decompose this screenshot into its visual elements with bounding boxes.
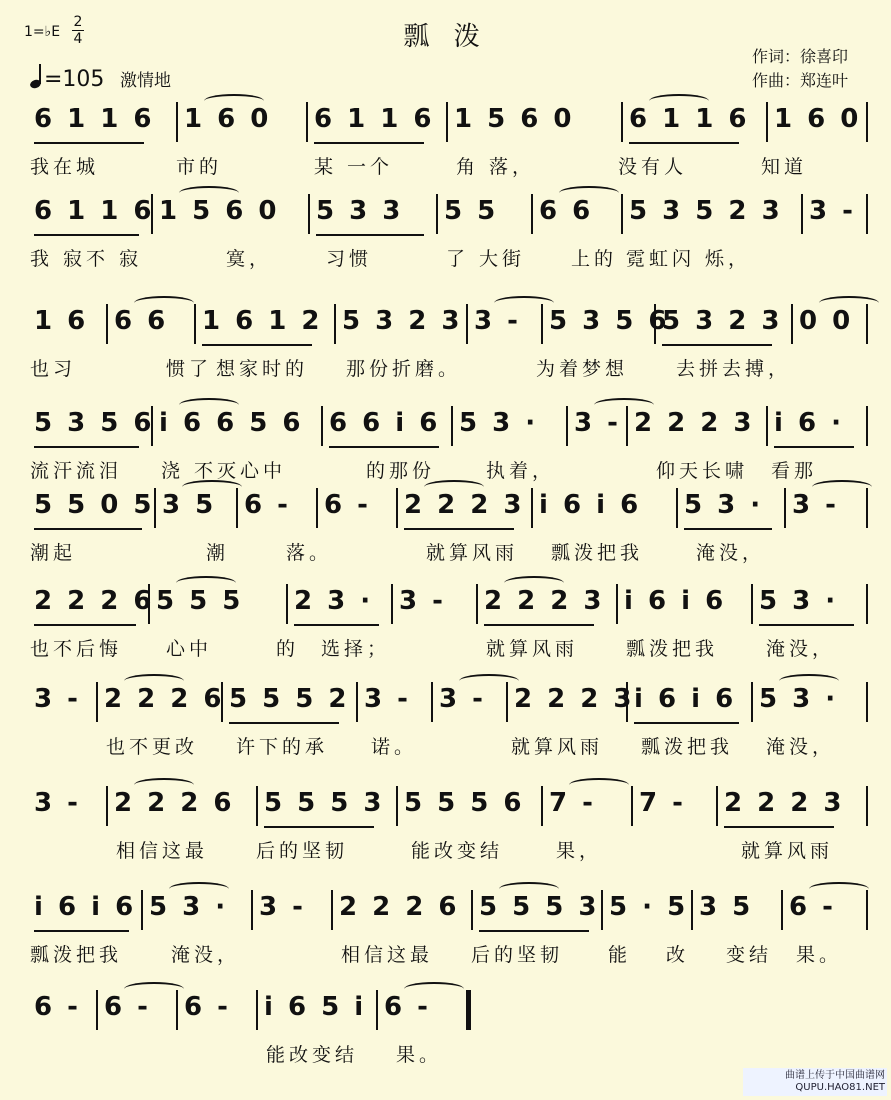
measure-notes: 3 - xyxy=(574,408,621,438)
tempo-marking xyxy=(30,64,104,92)
lyric-text: 那份折磨。 xyxy=(346,358,462,380)
barline xyxy=(306,102,308,142)
barline xyxy=(716,786,718,826)
lyric-text: 看那 xyxy=(771,460,818,482)
lyric-text: 果， xyxy=(556,840,603,862)
lyric-text: 落。 xyxy=(286,542,333,564)
measure-notes: 1 6 xyxy=(34,306,89,336)
barline xyxy=(691,890,693,930)
measure-notes: 5 3 2 3 xyxy=(342,306,463,336)
slur-arc xyxy=(124,674,184,688)
lyric-text: 没有人 xyxy=(618,156,688,178)
barline xyxy=(286,584,288,624)
measure-notes: i 6 6 5 6 xyxy=(159,408,304,438)
notation-line xyxy=(26,784,866,828)
measure-notes: 5 5 5 3 xyxy=(264,788,385,818)
measure-notes: 3 - xyxy=(259,892,306,922)
measure-notes: 7 - xyxy=(549,788,596,818)
barline xyxy=(531,488,533,528)
lyric-text: 瓢泼把我 xyxy=(641,736,734,758)
lyric-text: 惯了 xyxy=(166,358,213,380)
measure-notes: 2 2 2 6 xyxy=(104,684,225,714)
slur-arc xyxy=(809,882,869,896)
time-signature xyxy=(72,14,84,47)
lyric-text: 市的 xyxy=(176,156,223,178)
slur-arc xyxy=(494,296,554,310)
notation-line xyxy=(26,680,866,724)
measure-notes: 6 - xyxy=(789,892,836,922)
barline xyxy=(801,194,803,234)
barline xyxy=(751,682,753,722)
beam-underline xyxy=(662,344,772,346)
measure-notes: 6 - xyxy=(184,992,231,1022)
measure-notes: 6 1 1 6 xyxy=(314,104,435,134)
barline xyxy=(176,990,178,1030)
barline xyxy=(781,890,783,930)
barline xyxy=(391,584,393,624)
lyric-text: 想家时的 xyxy=(216,358,309,380)
measure-notes: 5 · 5 xyxy=(609,892,689,922)
lyric-text: 的那份 xyxy=(366,460,436,482)
barline xyxy=(866,786,868,826)
lyric-text: 能 xyxy=(608,944,632,966)
beam-underline xyxy=(34,528,142,530)
barline xyxy=(566,406,568,446)
barline xyxy=(396,488,398,528)
lyric-text: 瓢泼把我 xyxy=(30,944,123,966)
beam-underline xyxy=(264,826,374,828)
measure-notes: 2 2 2 6 xyxy=(34,586,155,616)
lyric-text: 相信这最 xyxy=(341,944,434,966)
lyric-text: 心中 xyxy=(166,638,213,660)
measure-notes: 5 3 · xyxy=(459,408,539,438)
lyric-text: 就算风雨 xyxy=(486,638,579,660)
slur-arc xyxy=(559,186,619,200)
barline xyxy=(96,990,98,1030)
measure-notes: 2 2 2 3 xyxy=(484,586,605,616)
measure-notes: 1 5 6 0 xyxy=(159,196,280,226)
lyric-text: 瓢泼把我 xyxy=(626,638,719,660)
barline xyxy=(676,488,678,528)
barline xyxy=(866,194,868,234)
beam-underline xyxy=(634,722,739,724)
barline xyxy=(316,488,318,528)
beam-underline xyxy=(629,142,739,144)
lyric-text: 淹没， xyxy=(766,736,836,758)
measure-notes: 5 5 5 3 xyxy=(479,892,600,922)
barline xyxy=(376,990,378,1030)
lyric-text: 就算风雨 xyxy=(511,736,604,758)
barline xyxy=(631,786,633,826)
lyric-text: 某 一个 xyxy=(314,156,394,178)
barline xyxy=(866,682,868,722)
measure-notes: 0 0 xyxy=(799,306,854,336)
measure-notes: 6 - xyxy=(104,992,151,1022)
lyric-text: 变结 xyxy=(726,944,773,966)
barline xyxy=(616,584,618,624)
barline xyxy=(331,890,333,930)
measure-notes: 6 - xyxy=(34,992,81,1022)
measure-notes: 5 5 5 2 xyxy=(229,684,350,714)
beam-underline xyxy=(329,446,439,448)
measure-notes: 5 3 2 3 xyxy=(662,306,783,336)
lyric-text: 流汗流泪 xyxy=(30,460,123,482)
lyric-text: 果。 xyxy=(396,1044,443,1066)
barline xyxy=(784,488,786,528)
notation-line xyxy=(26,100,866,144)
measure-notes: 2 2 2 3 xyxy=(724,788,845,818)
barline xyxy=(471,890,473,930)
measure-notes: 5 3 5 6 xyxy=(34,408,155,438)
measure-notes: 6 - xyxy=(324,490,371,520)
barline xyxy=(106,304,108,344)
measure-notes: 5 3 5 6 xyxy=(549,306,670,336)
barline xyxy=(256,990,258,1030)
notation-line xyxy=(26,192,866,236)
lyric-text: 习惯 xyxy=(326,248,373,270)
measure-notes: 7 - xyxy=(639,788,686,818)
beam-underline xyxy=(404,528,514,530)
barline xyxy=(431,682,433,722)
barline xyxy=(866,488,868,528)
lyric-text: 角 落， xyxy=(456,156,536,178)
measure-notes: 5 3 5 2 3 xyxy=(629,196,783,226)
quarter-note-icon xyxy=(30,64,44,88)
lyric-text: 潮起 xyxy=(30,542,77,564)
lyric-text: 能改变结 xyxy=(266,1044,359,1066)
time-signature-bottom: 4 xyxy=(73,31,83,47)
barline xyxy=(621,194,623,234)
measure-notes: 6 6 i 6 xyxy=(329,408,441,438)
measure-notes: 3 - xyxy=(792,490,839,520)
barline xyxy=(334,304,336,344)
composer-credit: 作曲：郑连叶 xyxy=(752,71,849,90)
notation-line xyxy=(26,582,866,626)
barline xyxy=(194,304,196,344)
lyric-text: 也不后悔 xyxy=(30,638,123,660)
lyric-text: 改 xyxy=(666,944,690,966)
measure-notes: i 6 · xyxy=(774,408,844,438)
measure-notes: i 6 5 i xyxy=(264,992,367,1022)
measure-notes: 6 - xyxy=(244,490,291,520)
lyric-text: 也不更改 xyxy=(106,736,199,758)
lyric-text: 去拼去搏， xyxy=(676,358,792,380)
lyric-text: 能改变结 xyxy=(411,840,504,862)
watermark-line-1: 曲谱上传于中国曲谱网 xyxy=(785,1070,885,1081)
beam-underline xyxy=(316,234,424,236)
slur-arc xyxy=(404,982,464,996)
barline xyxy=(866,584,868,624)
lyric-text: 知道 xyxy=(761,156,808,178)
slur-arc xyxy=(424,480,484,494)
barline xyxy=(446,102,448,142)
barline xyxy=(626,406,628,446)
lyric-text: 仰天长啸 xyxy=(656,460,749,482)
measure-notes: 5 5 xyxy=(444,196,499,226)
beam-underline xyxy=(34,624,136,626)
lyric-text: 诺。 xyxy=(371,736,418,758)
measure-notes: 3 - xyxy=(439,684,486,714)
measure-notes: 5 3 · xyxy=(759,586,839,616)
lyric-text: 上的 xyxy=(571,248,618,270)
barline xyxy=(106,786,108,826)
barline xyxy=(96,682,98,722)
barline xyxy=(541,304,543,344)
barline xyxy=(176,102,178,142)
lyric-text: 了 大街 xyxy=(446,248,526,270)
barline xyxy=(141,890,143,930)
lyric-text: 相信这最 xyxy=(116,840,209,862)
barline xyxy=(866,406,868,446)
lyricist-credit: 作词：徐喜印 xyxy=(752,47,849,66)
beam-underline xyxy=(34,234,139,236)
measure-notes: 3 - xyxy=(809,196,856,226)
slur-arc xyxy=(812,480,872,494)
measure-notes: 2 2 2 6 xyxy=(114,788,235,818)
lyric-text: 的 xyxy=(276,638,300,660)
notation-line xyxy=(26,486,866,530)
beam-underline xyxy=(774,446,854,448)
measure-notes: 3 - xyxy=(34,788,81,818)
barline xyxy=(356,682,358,722)
beam-underline xyxy=(34,142,144,144)
barline xyxy=(866,304,868,344)
lyric-text: 果。 xyxy=(796,944,843,966)
beam-underline xyxy=(34,930,129,932)
barline xyxy=(466,304,468,344)
slur-arc xyxy=(176,576,236,590)
measure-notes: 5 3 · xyxy=(684,490,764,520)
measure-notes: i 6 i 6 xyxy=(624,586,727,616)
lyric-text: 我在城 xyxy=(30,156,100,178)
measure-notes: 2 2 2 3 xyxy=(404,490,525,520)
measure-notes: 3 5 xyxy=(162,490,217,520)
beam-underline xyxy=(759,624,854,626)
slur-arc xyxy=(499,882,559,896)
lyric-text: 瓢泼把我 xyxy=(551,542,644,564)
barline xyxy=(866,890,868,930)
measure-notes: 6 1 1 6 xyxy=(629,104,750,134)
lyric-text: 也习 xyxy=(30,358,77,380)
measure-notes: 5 5 0 5 xyxy=(34,490,155,520)
song-title: 瓢 泼 xyxy=(403,22,488,52)
beam-underline xyxy=(684,528,772,530)
slur-arc xyxy=(504,576,564,590)
key-signature: 1=♭E xyxy=(24,24,61,40)
notation-line xyxy=(26,404,866,448)
barline xyxy=(791,304,793,344)
measure-notes: 3 - xyxy=(34,684,81,714)
measure-notes: i 6 i 6 xyxy=(34,892,137,922)
barline xyxy=(541,786,543,826)
barline xyxy=(766,406,768,446)
barline xyxy=(308,194,310,234)
measure-notes: 1 6 1 2 xyxy=(202,306,323,336)
slur-arc xyxy=(819,296,879,310)
slur-arc xyxy=(182,480,242,494)
lyric-text: 后的坚韧 xyxy=(471,944,564,966)
measure-notes: 1 5 6 0 xyxy=(454,104,575,134)
beam-underline xyxy=(479,930,589,932)
barline xyxy=(436,194,438,234)
measure-notes: 6 - xyxy=(384,992,431,1022)
measure-notes: 3 - xyxy=(364,684,411,714)
slur-arc xyxy=(204,94,264,108)
slur-arc xyxy=(169,882,229,896)
slur-arc xyxy=(649,94,709,108)
lyric-text: 就算风雨 xyxy=(741,840,834,862)
measure-notes: 6 1 1 6 xyxy=(34,104,155,134)
notation-line xyxy=(26,302,866,346)
barline xyxy=(321,406,323,446)
slur-arc xyxy=(179,398,239,412)
measure-notes: 2 3 · xyxy=(294,586,374,616)
lyric-text: 淹没， xyxy=(696,542,766,564)
beam-underline xyxy=(724,826,834,828)
barline xyxy=(236,488,238,528)
lyric-text: 浇 不灭心中 xyxy=(161,460,287,482)
measure-notes: i 6 i 6 xyxy=(634,684,737,714)
beam-underline xyxy=(202,344,312,346)
barline xyxy=(601,890,603,930)
lyric-text: 执着， xyxy=(486,460,556,482)
measure-notes: 5 3 · xyxy=(759,684,839,714)
lyric-text: 淹没， xyxy=(171,944,241,966)
measure-notes: 5 5 5 6 xyxy=(404,788,525,818)
slur-arc xyxy=(134,778,194,792)
measure-notes: 3 - xyxy=(474,306,521,336)
measure-notes: 6 6 xyxy=(114,306,169,336)
beam-underline xyxy=(34,446,139,448)
lyric-text: 霓虹闪 烁， xyxy=(626,248,752,270)
barline xyxy=(531,194,533,234)
measure-notes: 1 6 0 xyxy=(184,104,272,134)
lyric-text: 寞， xyxy=(226,248,273,270)
tempo-value: =105 xyxy=(44,67,105,92)
time-signature-top: 2 xyxy=(73,14,83,30)
lyric-text: 潮 xyxy=(206,542,230,564)
barline xyxy=(256,786,258,826)
lyric-text: 我 寂不 寂 xyxy=(30,248,143,270)
measure-notes: 5 3 · xyxy=(149,892,229,922)
barline xyxy=(751,584,753,624)
measure-notes: 2 2 2 6 xyxy=(339,892,460,922)
slur-arc xyxy=(459,674,519,688)
slur-arc xyxy=(179,186,239,200)
slur-arc xyxy=(779,674,839,688)
measure-notes: 2 2 2 3 xyxy=(634,408,755,438)
measure-notes: 1 6 0 xyxy=(774,104,862,134)
lyric-text: 选择； xyxy=(321,638,391,660)
notation-line xyxy=(26,988,866,1032)
measure-notes: 5 5 5 xyxy=(156,586,244,616)
barline xyxy=(621,102,623,142)
barline xyxy=(396,786,398,826)
lyric-text: 淹没， xyxy=(766,638,836,660)
lyric-text: 许下的承 xyxy=(236,736,329,758)
lyric-text: 就算风雨 xyxy=(426,542,519,564)
measure-notes: 6 6 xyxy=(539,196,594,226)
barline xyxy=(506,682,508,722)
measure-notes: 2 2 2 3 xyxy=(514,684,635,714)
slur-arc xyxy=(134,296,194,310)
slur-arc xyxy=(569,778,629,792)
barline xyxy=(451,406,453,446)
lyric-text: 后的坚韧 xyxy=(256,840,349,862)
watermark-line-2: QUPU.HAO81.NET xyxy=(795,1082,885,1093)
barline xyxy=(476,584,478,624)
measure-notes: 6 1 1 6 xyxy=(34,196,155,226)
beam-underline xyxy=(484,624,594,626)
barline xyxy=(251,890,253,930)
measure-notes: 3 - xyxy=(399,586,446,616)
expression-marking: 激情地 xyxy=(120,71,171,91)
beam-underline xyxy=(229,722,339,724)
lyric-text: 为着梦想 xyxy=(536,358,629,380)
measure-notes: 3 5 xyxy=(699,892,754,922)
beam-underline xyxy=(294,624,379,626)
measure-notes: 5 3 3 xyxy=(316,196,404,226)
barline xyxy=(766,102,768,142)
slur-arc xyxy=(124,982,184,996)
notation-line xyxy=(26,888,866,932)
beam-underline xyxy=(314,142,424,144)
final-barline xyxy=(466,990,471,1030)
barline xyxy=(866,102,868,142)
source-watermark xyxy=(743,1068,887,1096)
measure-notes: i 6 i 6 xyxy=(539,490,642,520)
